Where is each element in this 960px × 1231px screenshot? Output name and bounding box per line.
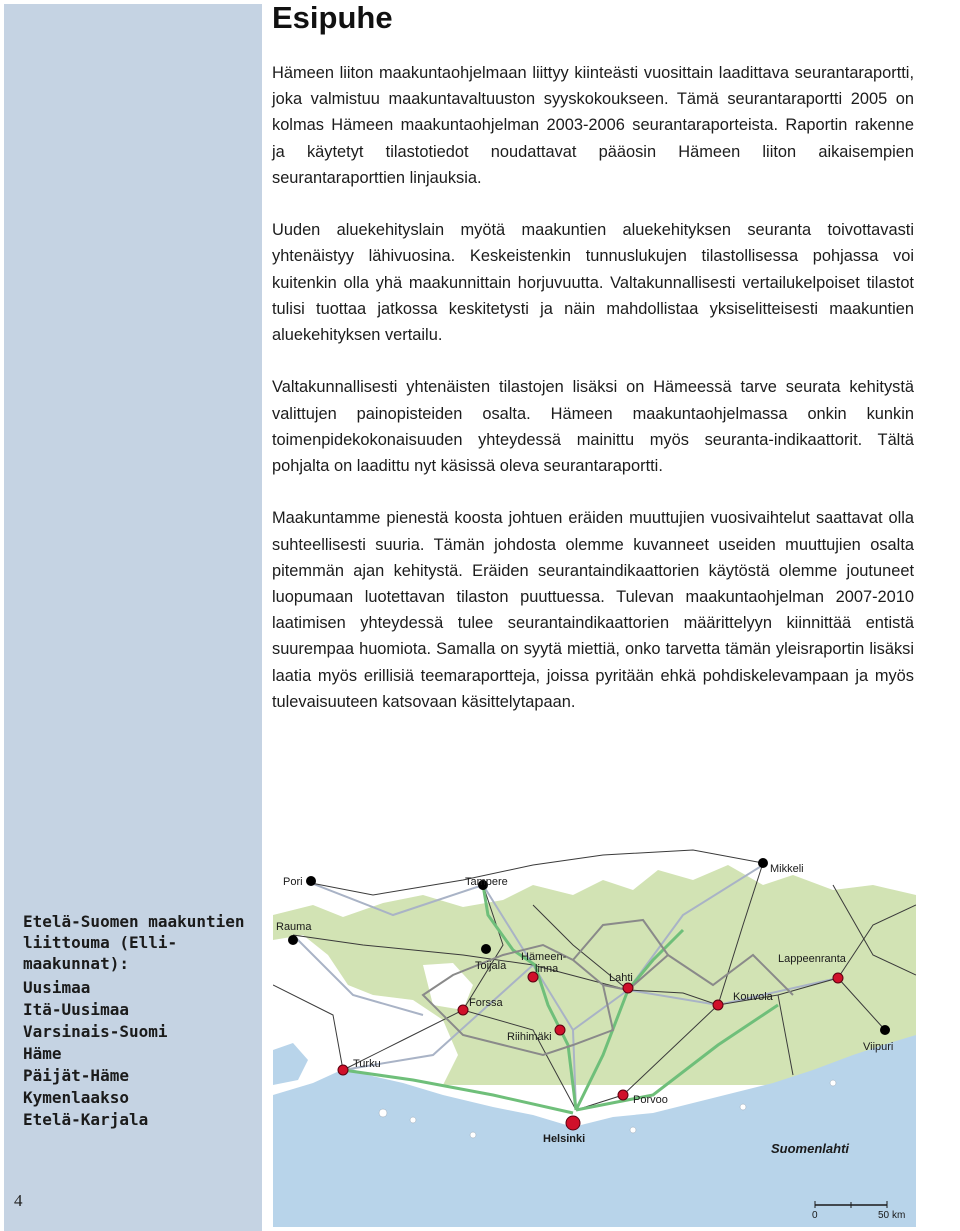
city-label-hameenlinna-line1: Hämeen- bbox=[521, 951, 567, 963]
paragraph-4: Maakuntamme pienestä koosta johtuen eräiden muuttujien vuosivaihtelut saattavat olla suhteellisesti suuria. Tämän johdosta olemme kuvanneet useiden muuttujien osalta pitemmän ajan kehitystä. Eräiden seurantaindikaattorien käytöstä olemme joutuneet luopumaan luotettavan tilaston puuttuessa. Tulevan maakuntaohjelman 2007-2010 laatimisen yhteydessä tulee seurantaindikaattorien määrittelyyn kiinnittää entistä suurempaa huomiota. Samalla on syytä miettiä, onko tarvetta tämän yleisraportin lisäksi laatia myös erillisiä teemaraportteja, joissa pyritään ehkä pohdiskelevampaan ja myös tulevaisuuteen katsovaan käsittelytapaan. bbox=[272, 509, 914, 711]
map-island bbox=[410, 1117, 416, 1123]
city-label-viipuri: Viipuri bbox=[863, 1041, 894, 1053]
city-dot-pori bbox=[306, 876, 316, 886]
city-dot-viipuri bbox=[880, 1025, 890, 1035]
city-dot-lappeenranta bbox=[833, 973, 843, 983]
city-dot-riihimaki bbox=[555, 1025, 565, 1035]
region-item: Kymenlaakso bbox=[23, 1088, 129, 1107]
city-dot-mikkeli bbox=[758, 858, 768, 868]
scale-start: 0 bbox=[812, 1210, 818, 1221]
city-dot-forssa bbox=[458, 1005, 468, 1015]
city-dot-turku bbox=[338, 1065, 348, 1075]
city-label-pori: Pori bbox=[283, 876, 303, 888]
city-dot-lahti bbox=[623, 983, 633, 993]
city-label-forssa: Forssa bbox=[469, 997, 503, 1009]
city-dot-toijala bbox=[481, 944, 491, 954]
region-item: Itä-Uusimaa bbox=[23, 1000, 129, 1019]
city-label-mikkeli: Mikkeli bbox=[770, 863, 804, 875]
foreword-text bbox=[272, 60, 914, 741]
city-dot-helsinki bbox=[566, 1116, 580, 1130]
region-item: Uusimaa bbox=[23, 978, 91, 997]
paragraph-2: Uuden aluekehityslain myötä maakuntien aluekehityksen seuranta toivottavasti yhtenäistyy lähivuosina. Keskeistenkin tunnuslukujen tilastollisessa pohjassa voi kuitenkin olla yhä maakunnittain horjuvuutta. Valtakunnallisesti vertailukelpoiset tilastot tulisi tuottaa jatkossa keskitetysti ja näin mahdollistaa yksiselitteisesti maakuntien aluekehityksen vertailu. bbox=[272, 221, 914, 345]
city-label-turku: Turku bbox=[353, 1058, 381, 1070]
region-map bbox=[273, 845, 916, 1227]
region-item: Varsinais-Suomi bbox=[23, 1022, 168, 1041]
city-label-lappeenranta: Lappeenranta bbox=[778, 953, 846, 965]
region-item: Etelä-Karjala bbox=[23, 1110, 149, 1129]
city-label-kouvola: Kouvola bbox=[733, 991, 773, 1003]
region-item: Päijät-Häme bbox=[23, 1066, 129, 1085]
city-label-tampere: Tampere bbox=[465, 876, 508, 888]
map-island bbox=[470, 1132, 476, 1138]
map-island bbox=[379, 1109, 387, 1117]
paragraph-3: Valtakunnallisesti yhtenäisten tilastojen lisäksi on Hämeessä tarve seurata kehitystä valittujen painopisteiden osalta. Hämeen maakuntaohjelmassa onkin kunkin toimenpidekokonaisuuden yhteydessä mainittu myös seuranta-indikaattorit. Tältä pohjalta on laadittu nyt käsissä oleva seurantaraportti. bbox=[272, 378, 914, 476]
page-title: Esipuhe bbox=[272, 0, 393, 35]
page-number: 4 bbox=[14, 1191, 23, 1210]
region-list bbox=[23, 977, 168, 1131]
city-label-porvoo: Porvoo bbox=[633, 1094, 668, 1106]
city-label-lahti: Lahti bbox=[609, 972, 633, 984]
city-label-riihimaki: Riihimäki bbox=[507, 1031, 552, 1043]
city-dot-porvoo bbox=[618, 1090, 628, 1100]
map-island bbox=[630, 1127, 636, 1133]
scale-end: 50 bbox=[878, 1210, 890, 1221]
city-label-helsinki: Helsinki bbox=[543, 1133, 586, 1145]
legend-title: Etelä-Suomen maakuntien liittouma (Elli-maakunnat): bbox=[23, 912, 245, 973]
city-label-toijala: Toijala bbox=[475, 960, 507, 972]
map-island bbox=[740, 1104, 746, 1110]
sea-label: Suomenlahti bbox=[771, 1141, 850, 1156]
city-dot-kouvola bbox=[713, 1000, 723, 1010]
region-item: Häme bbox=[23, 1044, 62, 1063]
paragraph-1: Hämeen liiton maakuntaohjelmaan liittyy kiinteästi vuosittain laadittava seurantaraportti, joka valmistuu maakuntavaltuuston syyskokoukseen. Tämä seurantaraportti 2005 on kolmas Hämeen maakuntaohjelman 2003-2006 seurantaraporteista. Raportin rakenne ja käytetyt tilastotiedot noudattavat pääosin Hämeen liiton aikaisempien seurantaraporttien linjauksia. bbox=[272, 64, 914, 187]
scale-unit: km bbox=[892, 1210, 906, 1221]
map-island bbox=[830, 1080, 836, 1086]
city-dot-rauma bbox=[288, 935, 298, 945]
city-label-hameenlinna-line2: linna bbox=[535, 963, 559, 975]
city-label-rauma: Rauma bbox=[276, 921, 312, 933]
